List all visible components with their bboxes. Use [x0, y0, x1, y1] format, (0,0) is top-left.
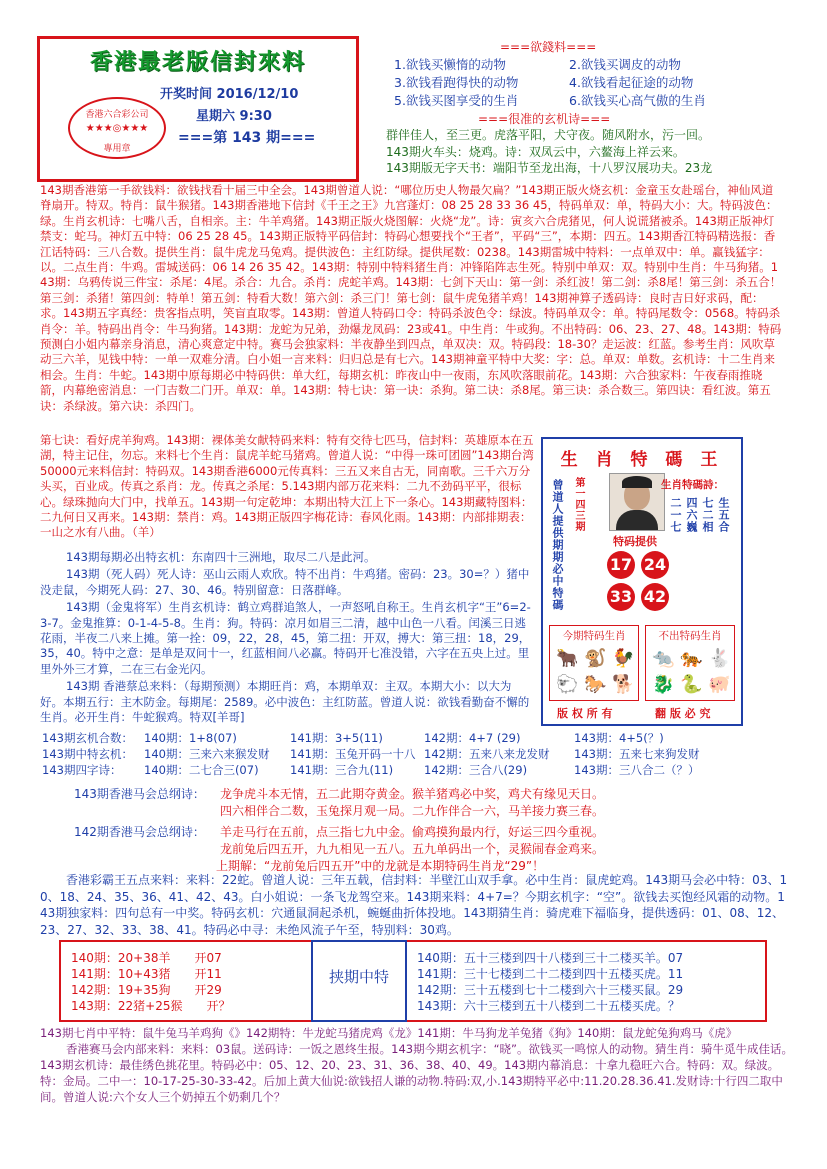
table-row: 143期玄机合数： 140期：1+8(07) 141期：3+5(11) 142期：4+7 (29) 143期：4+5(？) — [42, 731, 664, 745]
sidebar-title: 生 肖 特 碼 王 — [560, 450, 724, 470]
number-ball: 24 — [641, 551, 669, 579]
footer-paragraph: 143期七肖中平特：鼠牛兔马羊鸡狗《》142期特：牛龙蛇马猪虎鸡《龙》141期：牛马狗龙羊兔猪《狗》140期：鼠龙蛇兔狗鸡马《虎》 香港赛马会内部来料：来料：03鼠。送码诗：一饭之恩终生报。143期今期玄机字：“晓”。欲钱买一鸣惊人的动物。猜生肖：骑牛觅牛成佳话。143期玄机诗：最佳绣色挑花里。特码必中：05、12、20、23、31、36、38、40、49。143期内幕消息：十拿九稳旺六合。特码：双。绿波。特：金局。二中一：10-17-25-30-33-42。后加上黄大仙说:欲钱招人谦的动物.特码:双,小.143期特平必中:11.20.28.36.41.发财诗:十行四二取中间。曾道人说:六个女人三个奶掉五个奶剩几个？ — [40, 1026, 793, 1104]
tiger-icon: 🐅 — [680, 648, 703, 669]
sidebar-vertical-text: 曾道人提供期期必中特碼 — [551, 479, 564, 611]
not-zodiac-box: 不出特码生肖 🐀 🐅 🐇 🐉 🐍 🐖 — [645, 625, 735, 701]
xuanji-poems — [386, 127, 806, 177]
number-ball: 33 — [607, 583, 635, 611]
right-list — [417, 950, 683, 1014]
horse-icon: 🐎 — [584, 674, 607, 695]
list-item: 143期：22猪+25猴 开？ — [71, 999, 231, 1013]
monkey-icon: 🐒 — [584, 648, 607, 669]
bottom-box — [59, 940, 767, 1022]
wish-item: 5.欲钱买图享受的生肖 — [394, 93, 519, 108]
ba-wang-paragraph: 香港彩霸王五点来料：来料：22蛇。曾道人说：三年五载，信封料：半壁江山双手拿。必中生肖：鼠虎蛇鸡。143期马会必中特：03、10、18、24、35、36、41、42、43。白小姐说：一条飞龙驾空来。143期来料：4+7=？今期玄机字：“空”。欲钱去买饱经风霜的动物。143期独家料：四句总有一中奖。特码玄机：穴通鼠洞起杀机，蜿蜒曲折体投地。143期猜生肖：骑虎难下福临身，提供透码：01、08、12、23、27、32、33、38、41。特码必中寻：未绝风流子午至，特别料：30鸡。 — [40, 873, 788, 937]
rooster-icon: 🐓 — [612, 648, 635, 669]
list-item: 142期：19+35狗 开29 — [71, 983, 222, 997]
center-label-box — [311, 940, 407, 1022]
dog-icon: 🐕 — [612, 674, 635, 695]
pig-icon: 🐖 — [708, 674, 731, 695]
list-item: 141期：10+43猪 开11 — [71, 967, 222, 981]
horse-club-poems: 143期香港马会总纲诗： 龙争虎斗本无情，五二此期夺黄金。猴羊猪鸡必中奖，鸡犬有缘见天日。 四六相伴合二数，玉兔探月观一局。二九作伴合一六，马羊接力赛三春。 142期香港马会总纲诗： 羊走马行在五前，点三指七九中金。偷鸡摸狗最内行，好运三四今重视。 龙前兔后四五开，九九相见一五八。五九单码出一个，灵猴闹春金鸡来。 上期解：“龙前兔后四五开”中的龙就是本期特码生肖龙“29”！ — [74, 787, 605, 873]
list-item: 140期：五十三楼到四十八楼到三十二楼买羊。07 — [417, 951, 684, 965]
poem-label: 生肖特碼詩： — [661, 479, 724, 491]
page-title: 香港最老版信封來料 — [89, 49, 306, 75]
poem-line: 143期火车头：烧鸡。诗：双凤云中，六鳌海上祥云来。 — [386, 144, 685, 159]
list-item: 140期：20+38羊 开07 — [71, 951, 222, 965]
header-box — [37, 36, 359, 182]
number-ball: 42 — [641, 583, 669, 611]
left-list — [71, 950, 231, 1014]
poem-line: 群伴佳人，至三更。虎落平阳，犬守夜。随风附水，污一回。 — [386, 128, 711, 142]
table-row: 143期中特玄机： 140期：三来六来猴发财 141期：玉兔开码一十八 142期：五来八来龙发财 143期：五来七来狗发财 — [42, 747, 700, 761]
issue-number: ===第 143 期=== — [178, 130, 316, 146]
company-seal: 香港六合彩公司 ★★★◎★★★ 專用章 — [68, 97, 166, 159]
weekday: 星期六 9:30 — [196, 109, 272, 124]
draw-time: 开奖时间 2016/12/10 — [160, 87, 299, 102]
sheep-icon: 🐑 — [556, 674, 579, 695]
list-item: 141期：三十七楼到二十二楼到四十五楼买虎。11 — [417, 967, 684, 981]
wish-title: ===欲錢料=== — [500, 40, 597, 54]
rabbit-icon: 🐇 — [708, 648, 731, 669]
copyright-left: 版 权 所 有 — [557, 707, 613, 720]
table-row: 143期四字诗： 140期：二七合三(07) 141期：三合九(11) 142期：三合八(29) 143期：三八合二（？） — [42, 763, 700, 777]
wish-item: 6.欲钱买心高气傲的生肖 — [569, 93, 706, 108]
today-zodiac-box: 今期特码生肖 🐂 🐒 🐓 🐑 🐎 🐕 — [549, 625, 639, 701]
wish-item: 4.欲钱看起征途的动物 — [569, 75, 694, 90]
center-label: 挟期中特 — [328, 968, 389, 986]
portrait-image — [609, 473, 665, 531]
poem-line: 143期版无字天书：端阳节至龙出海，十八罗汉展功夫。23龙 — [386, 161, 713, 175]
main-paragraph: 143期香港第一手欲钱料：欲钱找看十届三中全会。143期曾道人说：“哪位历史人物最欠扁？”143期正版火烧玄机：金童玉女赴瑶台，神仙风道脊扇开。特双。特肖：鼠牛猴猪。143期香港地下信封《千王之王》九宫蓬灯：08 25 28 33 36 45，特码单双：单，特码大小：大。特码波色：绿。生肖玄机诗：七嘴八舌，自相亲。主：牛羊鸡猪。143期正版火烧图解：火烧“龙”。诗：寅亥六合虎猪见，何人说谎猪被杀。143期正版神灯禁支：蛇马。神灯五中特：06 25 28 45。143期正版特平码信封：特码心想要找个“王者”，平码“三”，本期：四五。143期香江特码精选报：香江话特码：三八合数。提供生肖：鼠牛虎龙马兔鸡。提供波色：主红防绿。提供尾数：0238。143期雷城中特料：一点单双中：单。赢钱猛字：以。二点生肖：牛鸡。雷城送码：06 14 26 35 42。143期：特别中特料猪生肖：冲锋陷阵志生死。特别中单双：双。特别中生肖：牛马狗猪。143期：乌鸦传说三件宝：杀尾：4尾。杀合：九合。杀肖：虎蛇羊鸡。143期：七剑下天山：第一剑：杀红波！第二剑：杀8尾！第三剑：杀五合！第三剑：杀猪！第四剑：特单！第五剑：特看大数！第六剑：杀三门！第七剑：鼠牛虎兔猪羊鸡！143期神算子透码诗：良时吉日好求码，配：求。143期五字真经：贵客指点明，笑盲直取零。143期：曾道人特码口令：特码杀波色令：绿波。特码单双令：单。特码尾数令：0568。特码杀肖令：羊。特码出肖令：牛马狗猪。143期：龙蛇为兄弟，劲爆龙凤码：23或41。中生肖：牛或狗。不出特码：06、23、27、48。143期：特码预测白小姐内幕亲身消息，清心爽意定中特。赛马会独家料：半夜静坐到四点，单双决：双。特码段：18-30？走运波：红蓝。参考生肖：风吹草动三六羊，见钱中特：一单一双难分清。白小姐一言来料：归归总是有七六。143期神童平特中大奖：字：总。单双：单数。玄机诗：十二生肖来相会。生肖：牛蛇。143期中原每期必中特码供：单大红，每期玄机：昨夜山中一夜雨，东风吹落眼前花。143期：六合独家料：午夜春雨推晓箭，内幕绝密消息：一门吉数二门开。单双：单。143期：特七诀：第一诀：杀狗。第二诀：杀8尾。第三诀：杀合数三。第四诀：看红波。第五诀：杀绿波。第六诀：杀四门。 — [40, 183, 782, 413]
snake-icon: 🐍 — [680, 674, 703, 695]
list-item: 143期：六十三楼到五十八楼到二十五楼买虎。？ — [417, 999, 680, 1013]
main-paragraph: 143期每期必出特玄机：东南四十三洲地，取尽二八是此河。 143期（死人码）死人诗：巫山云雨人欢欣。特不出肖：牛鸡猪。密码：23。30=？）猪中没走鼠，今期死人码：27、30、46。特别留意：日落群峰。 143期（金鬼将军）生肖玄机诗：鹤立鸡群追煞人，一声怒吼自称王。生肖玄机字“王”6=2-3-7。金鬼推算：0-1-4-5-8。生肖：狗。特码：凉月如眉三二清，越中山色一八看。闰溪三日逃花雨，半夜二八来上摊。第一拴：09，22，28，45，第二扭：开双，搏大：第三扭：18，29，35，40。特中之意：是单是双问十一，红蓝相间八必赢。特码开七准没错，六字在五央上过。里里外外三才算，二在三右金光闪。 143期 香港蔡总来料：（每期预测）本期旺肖：鸡，本期单双：主双。本期大小：以大为好。本期五行：主木防金。每期尾：2589。必中波色：主红防蓝。曾道人说：欲钱看勤奋不懈的生肖。必开生肖：牛蛇猴鸡。特双[羊哥] — [40, 550, 531, 725]
zodiac-king-box — [541, 437, 743, 726]
wish-item: 3.欲钱看跑得快的动物 — [394, 75, 519, 90]
rat-icon: 🐀 — [652, 648, 675, 669]
poem-title: ===很准的玄机诗=== — [478, 112, 611, 126]
number-ball: 17 — [607, 551, 635, 579]
ox-icon: 🐂 — [556, 648, 579, 669]
copyright-right: 翻 版 必 究 — [655, 707, 711, 720]
main-paragraph: 第七诀：看好虎羊狗鸡。143期：裸体美女献特码来料：特有交待七匹马，信封料：英雄原本在五湖，特主记住，勿忘。来料七个生肖：鼠虎羊蛇马猪鸡。曾道人说：“中得一珠可团圆”143期台湾50000元来料信封：特码双。143期香港6000元传真料：三五又来自古无，同南歌。三千六万分头买，百业成。传真之系肖：龙。传真之杀尾：5.143期内部万花来料：二九不劲码平平，很标心。绿珠抛向大门中，找单五。143期一句定乾坤：本期出特大江上下一条心。143期藏特图料：二九何日又再来。143期：禁肖：鸡。143期正版四字梅花诗：春风化雨。143期：内部排期表：一山之水有八曲。（羊） — [40, 433, 534, 540]
list-item: 142期：三十五楼到七十二楼到六十三楼买鼠。29 — [417, 983, 684, 997]
provide-label: 特码提供 — [613, 535, 657, 548]
wish-item: 2.欲钱买调皮的动物 — [569, 57, 681, 72]
sidebar-poem-grid: 二一七 四六巍 七二相 生五合 — [669, 497, 730, 533]
wish-list — [394, 56, 774, 110]
dragon-icon: 🐉 — [652, 674, 675, 695]
sidebar-issue-vertical: 第一四三期 — [573, 477, 584, 532]
wish-item: 1.欲钱买懒惰的动物 — [394, 57, 506, 72]
xuanji-table — [40, 730, 701, 778]
